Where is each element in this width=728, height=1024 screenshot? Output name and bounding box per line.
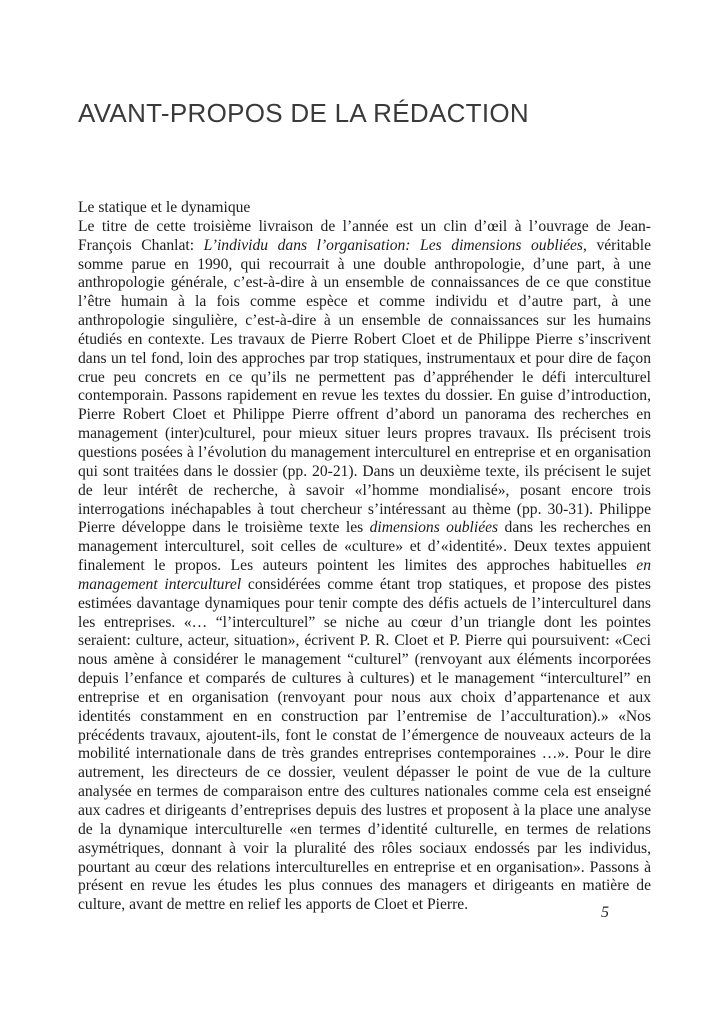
page-number: 5 (601, 904, 609, 921)
paragraph: Le titre de cette troisième livraison de l’année est un clin d’œil à l’ouvrage de Jean-François Chanlat: L’individu dans l’organisation: Les dimensions oubliées, véritable somme parue en 1990, qui recourrait à une double anthropologie, d’une part, à une anthropologie générale, c’est-à-dire à un ensemble de connaissances de ce que constitue l’être humain à la fois comme espèce et comme individu et d’autre part, à une anthropologie singulière, c’est-à-dire à un ensemble de connaissances sur les humains étudiés en contexte. Les travaux de Pierre Robert Cloet et de Philippe Pierre s’inscrivent dans un tel fond, loin des approches par trop statiques, instrumentaux et pour dire de façon crue peu concrets en ce qu’ils ne permettent pas d’appréhender le défi interculturel contemporain. Passons rapidement en revue les textes du dossier. En guise d’introduction, Pierre Robert Cloet et Philippe Pierre offrent d’abord un panorama des recherches en management (inter)culturel, pour mieux situer leurs propres travaux. Ils précisent trois questions posées à l’évolution du management interculturel en entreprise et en organisation qui sont traitées dans le dossier (pp. 20-21). Dans un deuxième texte, ils précisent le sujet de leur intérêt de recherche, à savoir «l’homme mondialisé», posant encore trois interrogations inéchapables à tout chercheur s’intéressant au thème (pp. 30-31). Philippe Pierre développe dans le troisième texte les dimensions oubliées dans les recherches en management interculturel, soit celles de «culture» et d’«identité». Deux textes appuient finalement le propos. Les auteurs pointent les limites des approches habituelles en management interculturel considérées comme étant trop statiques, et propose des pistes estimées davantage dynamiques pour tenir compte des défis actuels de l’interculturel dans les entreprises. «… “l’interculturel” se niche au cœur d’un triangle dont les pointes seraient: culture, acteur, situation», écrivent P. R. Cloet et P. Pierre qui poursuivent: «Ceci nous amène à considérer le management “culturel” (renvoyant aux éléments incorporées depuis l’enfance et comparés de cultures à cultures) et le management “interculturel” en entreprise et en organisation (renvoyant pour nous aux choix d’appartenance et aux identités constamment en en construction par l’entremise de l’acculturation).» «Nos précédents travaux, ajoutent-ils, font le constat de l’émergence de nouveaux acteurs de la mobilité internationale dans de très grandes entreprises contemporaines …». Pour le dire autrement, les directeurs de ce dossier, veulent dépasser le point de vue de la culture analysée en termes de comparaison entre des cultures nationales comme cela est enseigné aux cadres et dirigeants d’entreprises depuis des lustres et proposent à la place une analyse de la dynamique interculturelle «en termes d’identité culturelle, en termes de relations asymétriques, donnant à voir la pluralité des rôles sociaux endossés par les individus, pourtant au cœur des relations interculturelles en entreprise et en organisation». Passons à présent en revue les études les plus connues des managers et dirigeants en matière de culture, avant de mettre en relief les apports de Cloet et Pierre. (78, 217, 652, 914)
page-title: AVANT-PROPOS DE LA RÉDACTION (78, 98, 529, 128)
body-text (78, 199, 651, 915)
section-heading: Le statique et le dynamique (78, 199, 251, 216)
